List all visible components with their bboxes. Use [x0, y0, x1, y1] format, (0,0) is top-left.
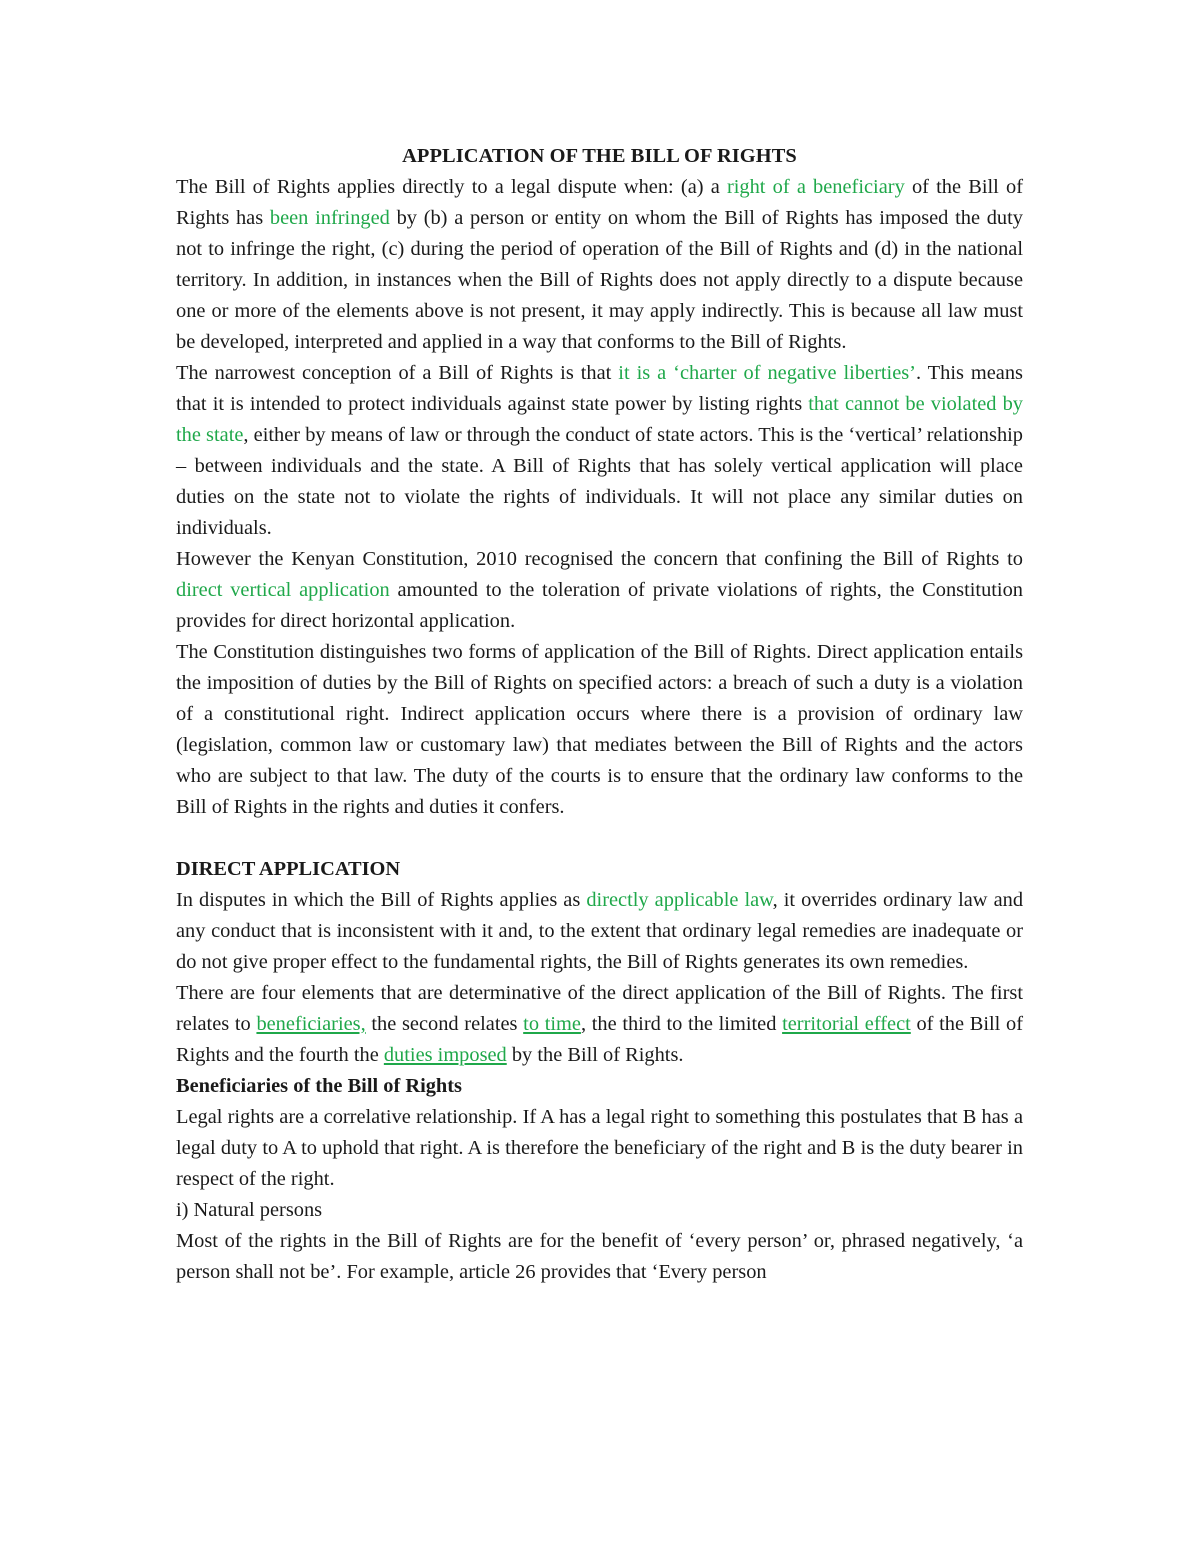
paragraph-directly-applicable	[176, 885, 1023, 978]
paragraph-every-person: Most of the rights in the Bill of Rights are for the benefit of ‘every person’ or, phrased negatively, ‘a person shall not be’. For example, article 26 provides that ‘Every person	[176, 1230, 1023, 1283]
highlight-text: that cannot be violated by the state	[176, 393, 1023, 446]
paragraph-gap	[176, 823, 1023, 854]
text-run: by the Bill of Rights.	[506, 1044, 684, 1066]
document-page	[176, 141, 1023, 1288]
document-title: APPLICATION OF THE BILL OF RIGHTS	[402, 145, 797, 167]
text-run: of the Bill of Rights and the fourth the	[176, 1013, 1023, 1066]
heading-direct-application: DIRECT APPLICATION	[176, 858, 401, 880]
highlight-link-time[interactable]: to time	[523, 1013, 581, 1035]
text-run: In disputes in which the Bill of Rights applies as	[176, 889, 587, 911]
text-run: , it overrides ordinary law and any conduct that is inconsistent with it and, to the extent that ordinary legal remedies are inadequate or do not give proper effect to the fundamental rights, the Bill of Rights generates its own remedies.	[176, 889, 1024, 973]
paragraph-two-forms: The Constitution distinguishes two forms of application of the Bill of Rights. Direct application entails the imposition of duties by the Bill of Rights on specified actors: a breach of such a duty is a violation of a constitutional right. Indirect application occurs where there is a provision of ordinary law (legislation, common law or customary law) that mediates between the Bill of Rights and the actors who are subject to that law. The duty of the courts is to ensure that the ordinary law conforms to the Bill of Rights in the rights and duties it confers.	[176, 641, 1023, 818]
text-run: The Bill of Rights applies directly to a legal dispute when: (a) a	[176, 176, 727, 198]
highlight-link-territorial-effect[interactable]: territorial effect	[782, 1013, 911, 1035]
text-run: However the Kenyan Constitution, 2010 recognised the concern that confining the Bill of Rights to	[176, 548, 1023, 570]
subheading-natural-persons: i) Natural persons	[176, 1199, 323, 1221]
highlight-text: right of a beneficiary	[726, 176, 905, 198]
highlight-text: it is a ‘charter of negative liberties’	[618, 362, 916, 384]
paragraph-kenyan-constitution	[176, 544, 1023, 637]
text-run: . This means that it is intended to protect individuals against state power by listing rights	[176, 362, 1023, 415]
highlight-link-beneficiaries[interactable]: beneficiaries,	[256, 1013, 366, 1035]
highlight-link-duties-imposed[interactable]: duties imposed	[383, 1044, 507, 1066]
highlight-text: direct vertical application	[176, 579, 390, 601]
text-run: of the Bill of Rights has	[176, 176, 1023, 229]
paragraph-negative-liberties	[176, 358, 1023, 544]
paragraph-application	[176, 172, 1023, 358]
paragraph-correlative: Legal rights are a correlative relationship. If A has a legal right to something this postulates that B has a legal duty to A to uphold that right. A is therefore the beneficiary of the right and B is the duty bearer in respect of the right.	[176, 1106, 1023, 1190]
text-run: The narrowest conception of a Bill of Rights is that	[176, 362, 619, 384]
text-run: amounted to the toleration of private violations of rights, the Constitution provides for direct horizontal application.	[176, 579, 1023, 632]
highlight-text: directly applicable law	[586, 889, 773, 911]
text-run: There are four elements that are determinative of the direct application of the Bill of Rights. The first relates to	[176, 982, 1023, 1035]
highlight-text: been infringed	[269, 207, 390, 229]
text-run: , the third to the limited	[580, 1013, 783, 1035]
text-run: the second relates	[365, 1013, 524, 1035]
heading-beneficiaries: Beneficiaries of the Bill of Rights	[176, 1075, 462, 1097]
text-run: by (b) a person or entity on whom the Bill of Rights has imposed the duty not to infringe the right, (c) during the period of operation of the Bill of Rights and (d) in the national territory. In addition, in instances when the Bill of Rights does not apply directly to a dispute because one or more of the elements above is not present, it may apply indirectly. This is because all law must be developed, interpreted and applied in a way that conforms to the Bill of Rights.	[176, 207, 1023, 353]
paragraph-four-elements	[176, 978, 1023, 1071]
text-run: , either by means of law or through the conduct of state actors. This is the ‘vertical’ relationship – between individuals and the state. A Bill of Rights that has solely vertical application will place duties on the state not to violate the rights of individuals. It will not place any similar duties on individuals.	[176, 424, 1023, 539]
